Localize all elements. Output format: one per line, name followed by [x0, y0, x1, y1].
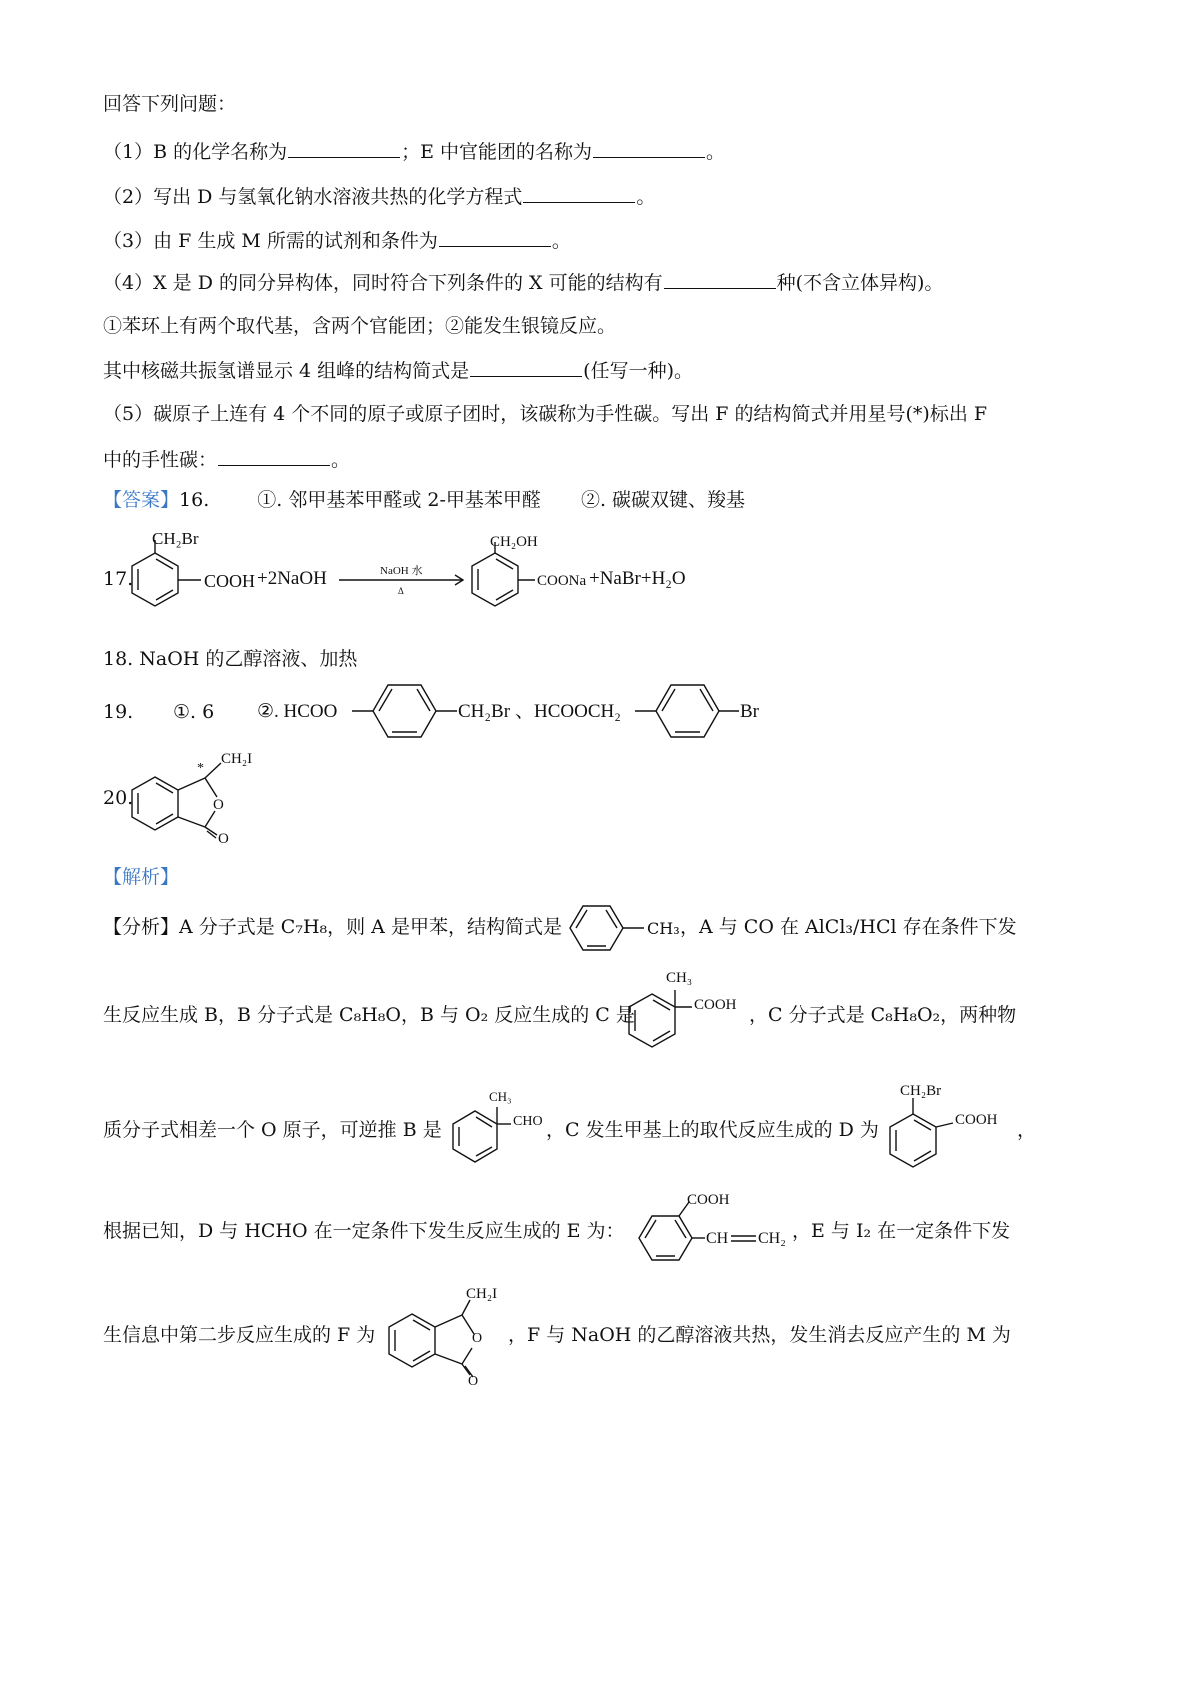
answer-20-structure [125, 745, 265, 845]
answer-blank[interactable] [593, 141, 705, 158]
question-1: （1）B 的化学名称为 ；E 中官能团的名称为 。 [103, 141, 726, 163]
f-carbonyl-oxygen: O [468, 1374, 479, 1389]
analysis-line-3d: ， [1017, 1119, 1037, 1141]
reactant-group: COOH [204, 571, 256, 591]
carbonyl-oxygen: O [218, 831, 229, 847]
answer-17-num: 17. [103, 568, 134, 590]
analysis-tag: 【解析】 [103, 866, 180, 888]
byproducts: +NaBr+H₂O [589, 568, 686, 589]
answer-tag: 【答案】 [103, 489, 180, 511]
substituent-2: Br [740, 701, 759, 722]
analysis-line-2c: ，C 分子式是 C₈H₈O₂，两种物 [749, 1004, 1017, 1026]
substituent-1: CH₂Br [458, 701, 511, 722]
analysis-line-5a: 生信息中第二步反应生成的 F 为 [103, 1324, 376, 1346]
b-aldehyde: CHO [513, 1114, 543, 1129]
molecule-e [625, 1188, 805, 1273]
question-3: （3）由 F 生成 M 所需的试剂和条件为 。 [103, 230, 571, 252]
iodomethyl-group: CH₂I [221, 751, 253, 767]
question-5-cont: 中的手性碳： 。 [103, 449, 351, 471]
condition-top: NaOH 水 [380, 565, 423, 577]
f-ring-oxygen: O [472, 1331, 483, 1346]
e-vinyl-ch2: CH₂ [758, 1230, 786, 1247]
analysis-line-4a: 根据已知，D 与 HCHO 在一定条件下发生反应生成的 E 为： [103, 1220, 625, 1242]
c-methyl: CH₃ [666, 970, 693, 986]
molecule-f [382, 1282, 512, 1387]
analysis-line-1a: 【分析】A 分子式是 C₇H₈，则 A 是甲苯，结构简式是 [103, 916, 562, 938]
molecule-d [880, 1078, 1020, 1178]
ring-oxygen: O [213, 797, 224, 813]
toluene-methyl: CH₃ [647, 919, 680, 938]
molecule-c [622, 962, 752, 1062]
answer-19-structures [255, 675, 775, 745]
analysis-line-1c: ，A 与 CO 在 AlCl₃/HCl 存在条件下发 [680, 916, 1017, 938]
answer-blank[interactable] [288, 141, 400, 158]
question-4-conditions: ①苯环上有两个取代基，含两个官能团；②能发生银镜反应。 [103, 315, 617, 337]
chiral-star: * [197, 761, 204, 776]
c-carboxyl: COOH [694, 997, 737, 1013]
f-iodomethyl: CH₂I [466, 1286, 498, 1302]
analysis-line-4c: ，E 与 I₂ 在一定条件下发 [792, 1220, 1011, 1242]
separator: 、HCOOCH₂ [515, 701, 621, 722]
answer-18: 18. NaOH 的乙醇溶液、加热 [103, 648, 358, 670]
intro-text: 回答下列问题： [103, 93, 237, 115]
analysis-line-2a: 生反应生成 B，B 分子式是 C₈H₈O，B 与 O₂ 反应生成的 C 是 [103, 1004, 635, 1026]
d-bromomethyl: CH₂Br [900, 1083, 942, 1099]
condition-bottom: Δ [398, 586, 404, 596]
e-carboxyl: COOH [687, 1192, 730, 1208]
answer-blank[interactable] [523, 186, 635, 203]
answer-blank[interactable] [664, 272, 776, 289]
question-4-nmr: 其中核磁共振氢谱显示 4 组峰的结构简式是 (任写一种)。 [103, 360, 693, 382]
analysis-line-3c: ，C 发生甲基上的取代反应生成的 D 为 [546, 1119, 879, 1141]
question-4: （4）X 是 D 的同分异构体，同时符合下列条件的 X 可能的结构有 种(不含立体异构)。 [103, 272, 944, 294]
answer-blank[interactable] [439, 230, 551, 247]
answer-19-count: ①. 6 [173, 701, 215, 723]
answer-17-equation [125, 528, 745, 618]
answer-16: 【答案】16. ①. 邻甲基苯甲醛或 2-甲基苯甲醛 ②. 碳碳双键、羧基 [103, 489, 746, 511]
answer-blank[interactable] [470, 360, 582, 377]
b-methyl: CH₃ [489, 1089, 512, 1104]
product-substituent: CH₂OH [490, 534, 538, 550]
answer-19-num: 19. [103, 701, 134, 723]
ester-prefix: ②. HCOO [257, 701, 338, 722]
question-5: （5）碳原子上连有 4 个不同的原子或原子团时，该碳称为手性碳。写出 F 的结构简式并用星号(*)标出 F [103, 403, 988, 425]
analysis-line-3a: 质分子式相差一个 O 原子，可逆推 B 是 [103, 1119, 442, 1141]
molecule-b [447, 1083, 557, 1178]
answer-20-num: 20. [103, 787, 134, 809]
answer-blank[interactable] [218, 449, 330, 466]
product-group: COONa [537, 573, 587, 589]
analysis-line-5c: ，F 与 NaOH 的乙醇溶液共热，发生消去反应产生的 M 为 [508, 1324, 1011, 1346]
question-2: （2）写出 D 与氢氧化钠水溶液共热的化学方程式 。 [103, 186, 656, 208]
reagent: +2NaOH [257, 568, 327, 589]
reactant-substituent: CH₂Br [152, 529, 199, 548]
e-vinyl-ch: CH [706, 1230, 729, 1247]
d-carboxyl: COOH [955, 1112, 998, 1128]
